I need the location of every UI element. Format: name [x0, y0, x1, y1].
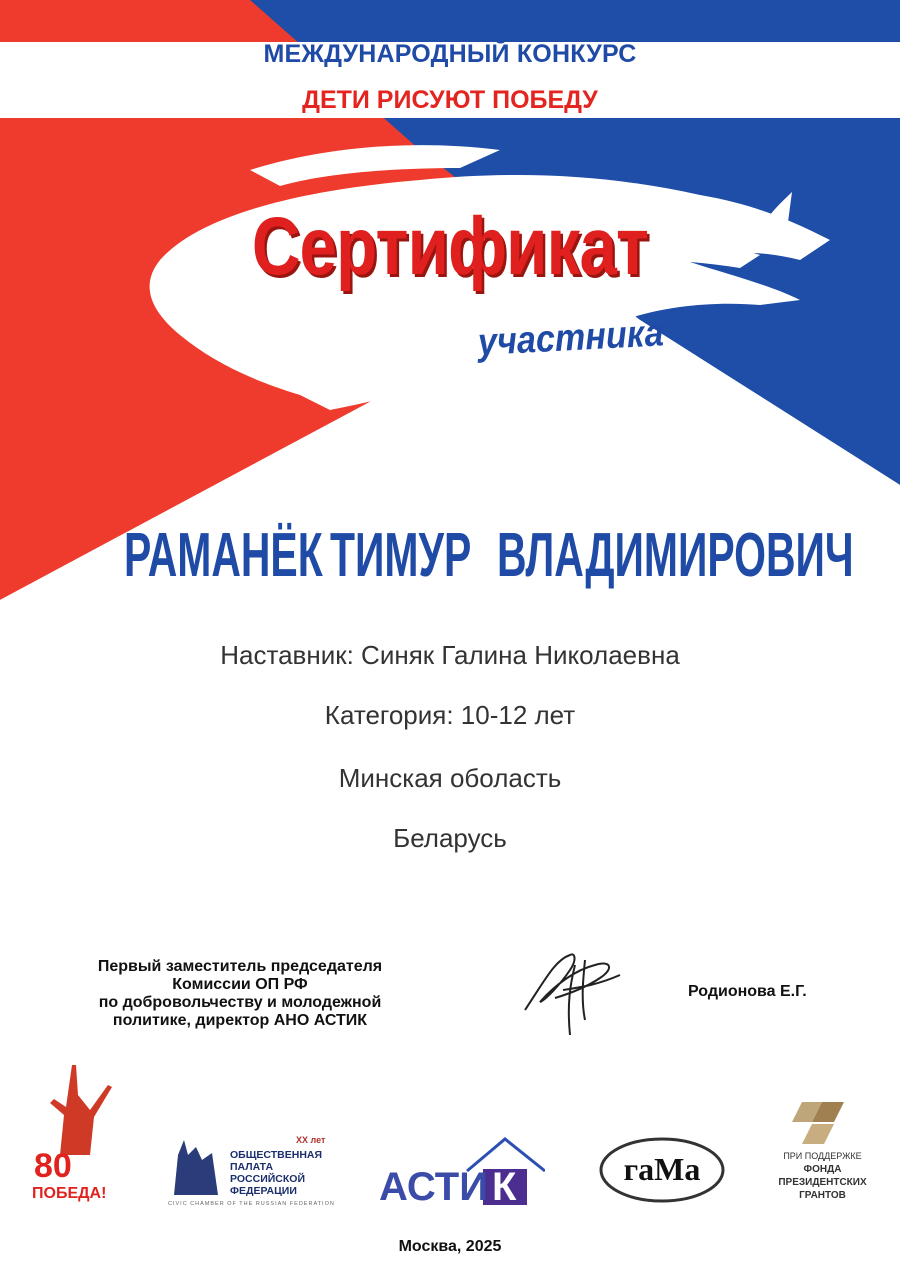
- gama-text: гаМа: [623, 1151, 701, 1187]
- signer-name: Родионова Е.Г.: [688, 983, 807, 1000]
- grants-line: ПРИ ПОДДЕРЖКЕ: [783, 1151, 862, 1161]
- signature-image: [515, 940, 635, 1040]
- gama-logo: [597, 1135, 727, 1205]
- grants-line: ФОНДА: [803, 1164, 842, 1175]
- contest-name: ДЕТИ РИСУЮТ ПОБЕДУ: [302, 86, 598, 114]
- certificate-subtitle: участника: [476, 312, 665, 364]
- grants-emblem-icon: [792, 1100, 852, 1146]
- grants-line: ПРЕЗИДЕНТСКИХ: [778, 1177, 867, 1188]
- victory-text: ПОБЕДА!: [32, 1185, 107, 1202]
- certificate-title: Сертификат: [251, 201, 649, 292]
- civic-chamber-line: ФЕДЕРАЦИИ: [230, 1185, 297, 1197]
- astik-letter: К: [492, 1165, 517, 1209]
- recipient-surname: РАМАНЁК: [124, 521, 323, 590]
- mentor-line: Наставник: Синяк Галина Николаевна: [220, 640, 680, 670]
- presidential-grants-logo: [760, 1100, 885, 1210]
- signer-position-line: по добровольчеству и молодежной: [98, 994, 382, 1011]
- signer-position-line: политике, директор АНО АСТИК: [112, 1012, 368, 1029]
- category-line: Категория: 10-12 лет: [324, 700, 576, 730]
- civic-chamber-caption: CIVIC CHAMBER OF THE RUSSIAN FEDERATION: [168, 1201, 335, 1207]
- signer-position-line: Первый заместитель председателя: [97, 958, 383, 975]
- grants-line: ГРАНТОВ: [799, 1190, 846, 1201]
- grants-text: [760, 1150, 885, 1202]
- civic-chamber-logo: [168, 1135, 338, 1210]
- victory-number: 80: [34, 1147, 72, 1185]
- civic-chamber-line: РОССИЙСКОЙ: [230, 1173, 305, 1185]
- civic-chamber-badge: XX лет: [296, 1135, 326, 1145]
- civic-chamber-line: ОБЩЕСТВЕННАЯ: [230, 1149, 323, 1161]
- civic-chamber-line: ПАЛАТА: [230, 1161, 274, 1173]
- region-line: Минская оболасть: [338, 763, 562, 793]
- signer-position: [60, 958, 420, 1030]
- signer-position-line: Комиссии ОП РФ: [172, 976, 308, 993]
- monument-icon: [168, 1135, 226, 1197]
- footer-city-year: Москва, 2025: [398, 1238, 502, 1255]
- country-line: Беларусь: [393, 823, 507, 853]
- recipient-first-name: ТИМУР: [330, 521, 472, 590]
- civic-chamber-text: [230, 1149, 322, 1197]
- astik-text: АСТИ: [379, 1165, 488, 1209]
- victory-80-logo: [30, 1055, 120, 1210]
- astik-logo: [375, 1135, 545, 1210]
- contest-title: МЕЖДУНАРОДНЫЙ КОНКУРС: [263, 40, 637, 68]
- recipient-patronymic: ВЛАДИМИРОВИЧ: [497, 521, 854, 590]
